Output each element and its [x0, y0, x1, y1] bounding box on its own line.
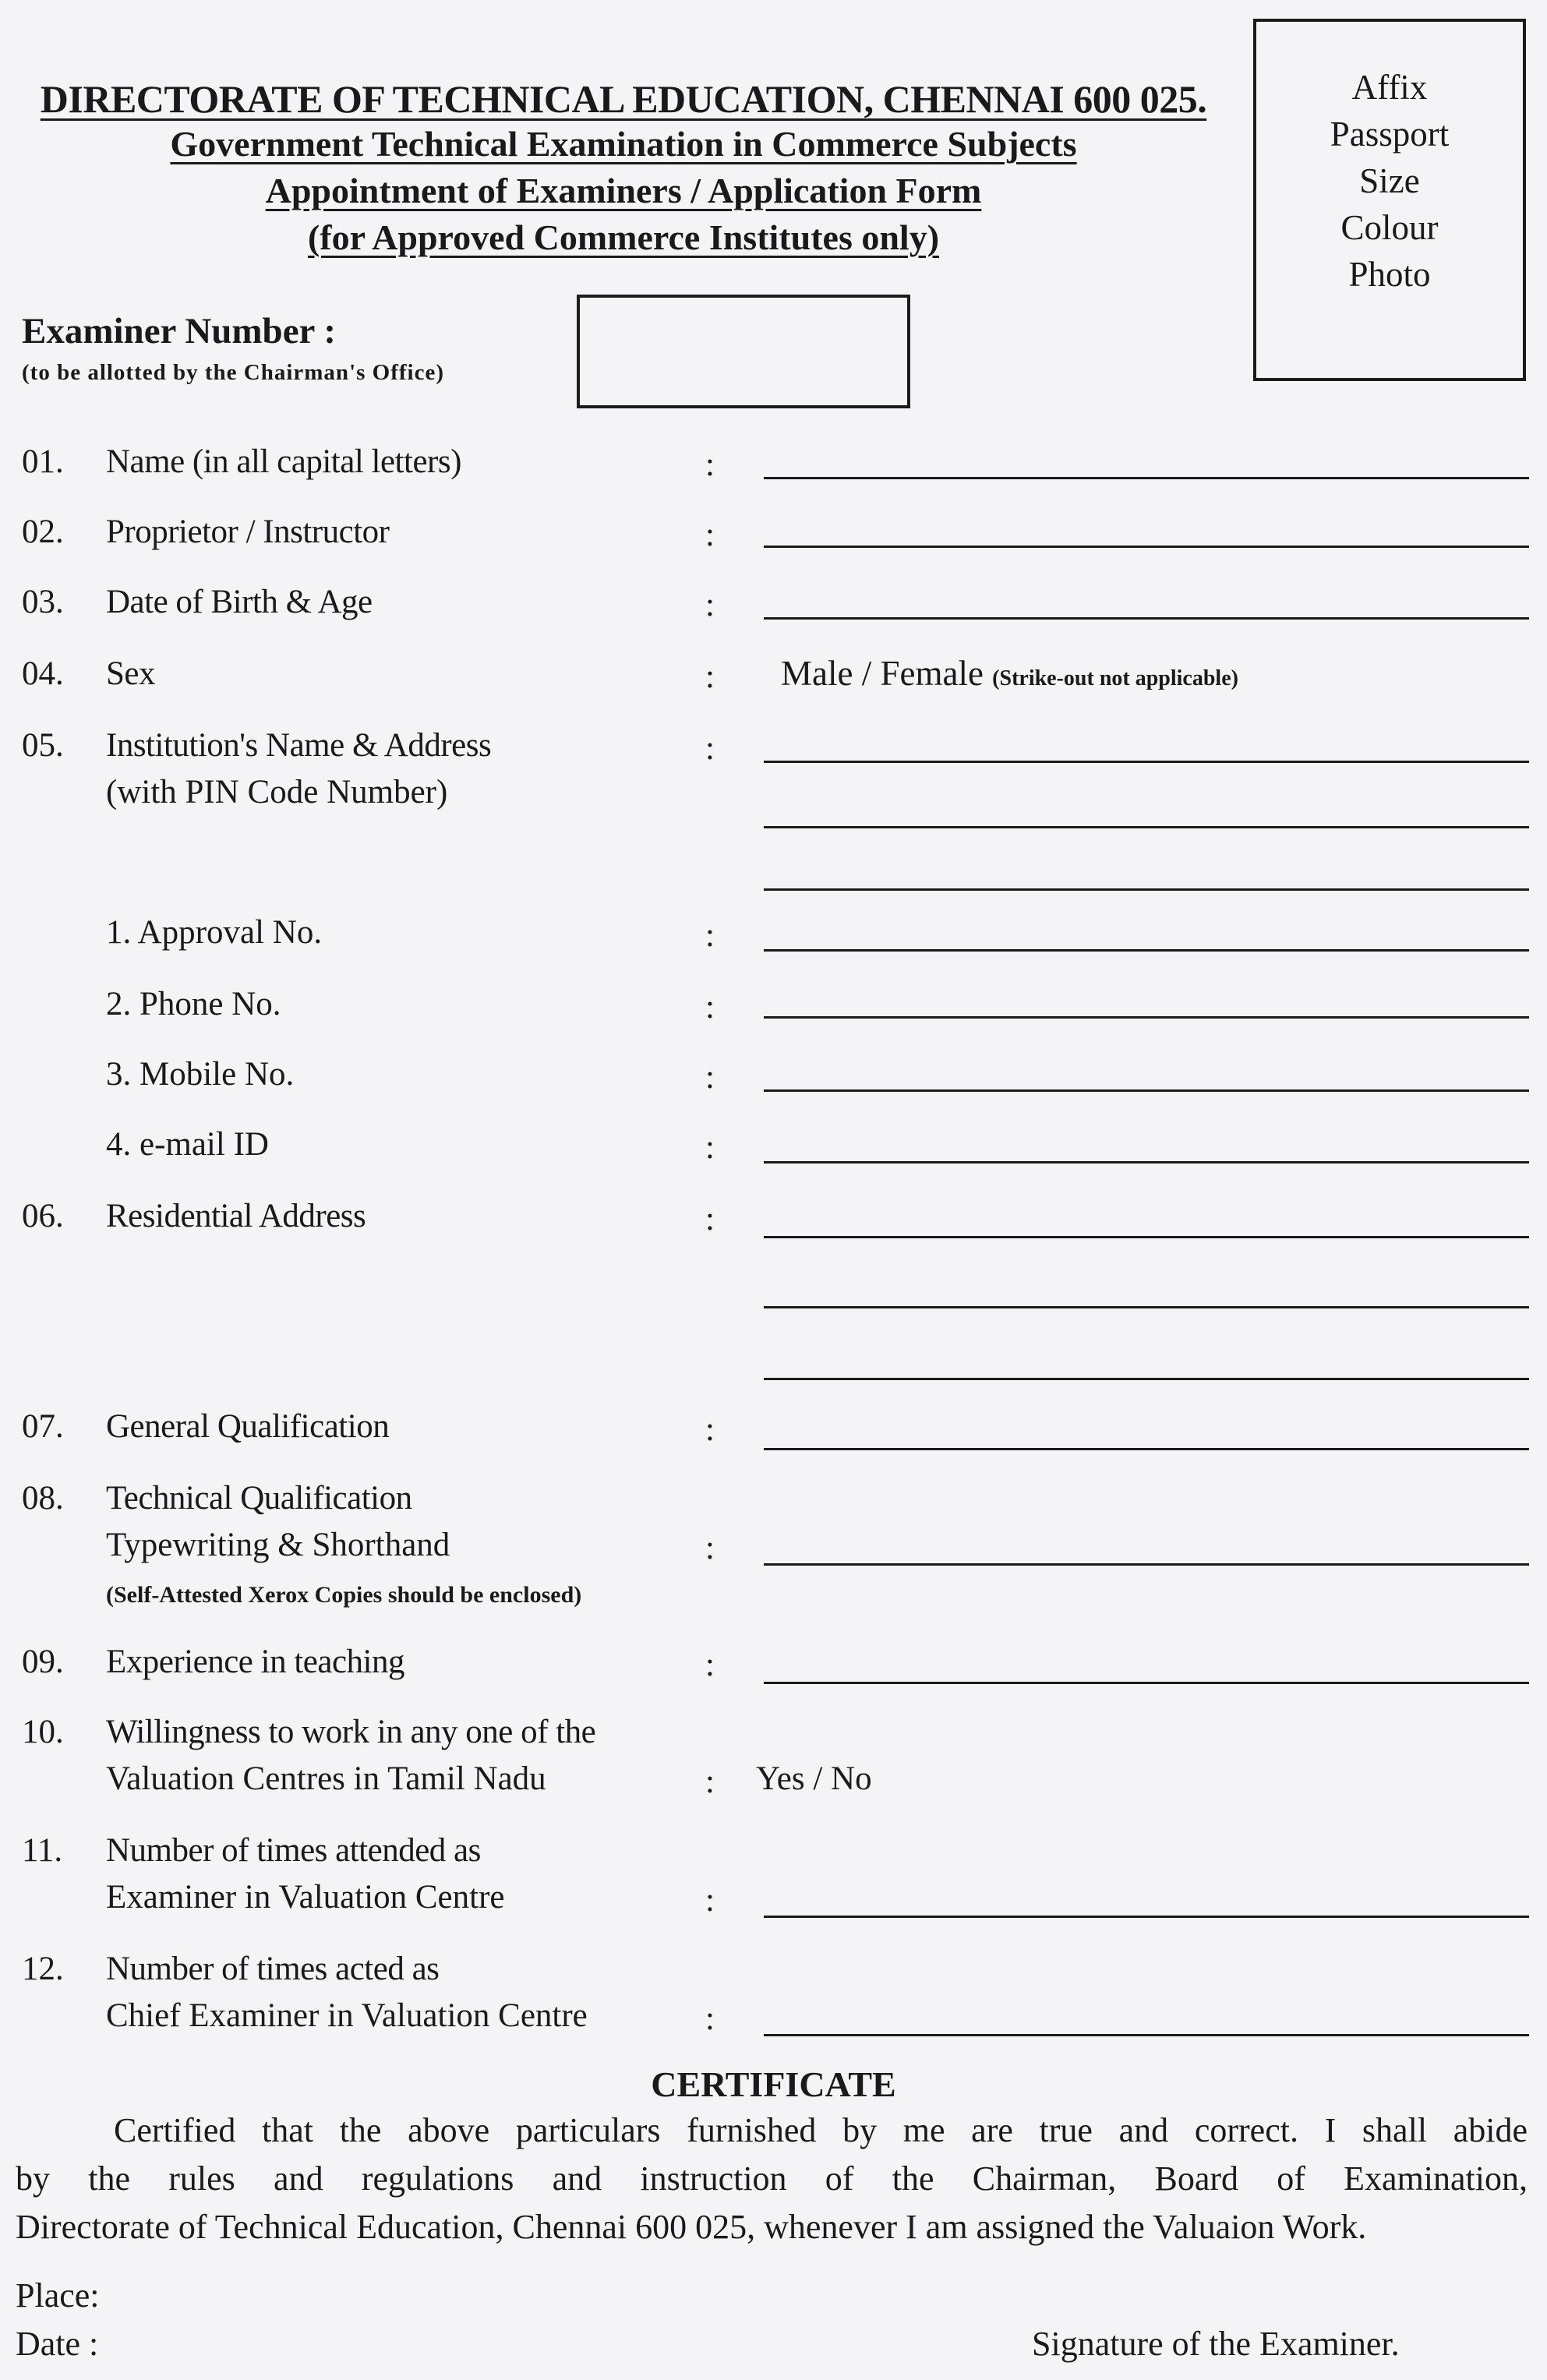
phone-no-colon: : [705, 989, 715, 1026]
mobile-no-input-line[interactable] [764, 1089, 1529, 1092]
technical-qualification-input-line[interactable] [764, 1563, 1529, 1566]
field-10-label: Willingness to work in any one of the [106, 1714, 596, 1750]
place-label: Place: [16, 2276, 100, 2315]
experience-input-line[interactable] [764, 1682, 1529, 1684]
certificate-line-3: Directorate of Technical Education, Chennai 600 025, whenever I am assigned the Valuaion Work. [16, 2208, 1367, 2246]
name-input-line[interactable] [764, 477, 1529, 479]
field-11-colon: : [705, 1882, 715, 1919]
field-10-colon: : [705, 1764, 715, 1800]
field-12-label: Number of times acted as [106, 1951, 440, 1987]
field-08-number: 08. [22, 1480, 64, 1517]
field-12-number: 12. [22, 1951, 64, 1987]
residential-address-line-2[interactable] [764, 1306, 1529, 1308]
field-08-label-2: Typewriting & Shorthand [106, 1527, 450, 1563]
field-11-label-2: Examiner in Valuation Centre [106, 1879, 505, 1916]
photo-instruction: Affix Passport Size Colour Photo [1330, 67, 1450, 294]
field-01-label: Name (in all capital letters) [106, 443, 461, 480]
field-07-number: 07. [22, 1408, 64, 1445]
email-input-line[interactable] [764, 1161, 1529, 1164]
field-05-label: Institution's Name & Address [106, 727, 492, 764]
general-qualification-input-line[interactable] [764, 1448, 1529, 1450]
field-12-label-2: Chief Examiner in Valuation Centre [106, 1997, 588, 2034]
sex-options-note: (Strike-out not applicable) [992, 666, 1238, 690]
email-colon: : [705, 1129, 715, 1166]
field-01-colon: : [705, 447, 715, 483]
field-07-label: General Qualification [106, 1408, 390, 1445]
phone-no-input-line[interactable] [764, 1016, 1529, 1019]
field-02-colon: : [705, 517, 715, 553]
email-label: 4. e-mail ID [106, 1126, 269, 1163]
approval-no-input-line[interactable] [764, 949, 1529, 952]
field-04-number: 04. [22, 655, 64, 692]
residential-address-line-1[interactable] [764, 1236, 1529, 1238]
field-03-label: Date of Birth & Age [106, 584, 373, 620]
field-10-number: 10. [22, 1714, 64, 1750]
examiner-number-box[interactable] [577, 295, 910, 408]
field-05-label-2: (with PIN Code Number) [106, 774, 448, 810]
sex-options-text: Male / Female [781, 654, 984, 693]
passport-photo-box [1253, 19, 1526, 381]
field-05-number: 05. [22, 727, 64, 764]
field-10-label-2: Valuation Centres in Tamil Nadu [106, 1760, 546, 1797]
header-directorate: DIRECTORATE OF TECHNICAL EDUCATION, CHENNAI 600 025. [40, 77, 1207, 121]
approval-no-colon: : [705, 917, 715, 954]
mobile-no-label: 3. Mobile No. [106, 1056, 295, 1093]
field-02-label: Proprietor / Instructor [106, 514, 390, 550]
field-03-colon: : [705, 587, 715, 623]
field-03-number: 03. [22, 584, 64, 620]
field-09-number: 09. [22, 1644, 64, 1680]
field-12-colon: : [705, 2000, 715, 2037]
dob-age-input-line[interactable] [764, 617, 1529, 620]
phone-no-label: 2. Phone No. [106, 986, 281, 1022]
institution-address-line-3[interactable] [764, 888, 1529, 891]
certificate-line-2: by the rules and regulations and instruction of the Chairman, Board of Examination, [16, 2159, 1528, 2198]
field-06-colon: : [705, 1201, 715, 1238]
institution-address-line-2[interactable] [764, 826, 1529, 828]
field-09-label: Experience in teaching [106, 1644, 404, 1680]
certificate-title: CERTIFICATE [651, 2064, 896, 2104]
header-exam-title: Government Technical Examination in Commerce Subjects [170, 124, 1077, 164]
examiner-number-label: Examiner Number : [22, 311, 336, 351]
field-08-note: (Self-Attested Xerox Copies should be enclosed) [106, 1582, 582, 1608]
sex-options[interactable] [781, 653, 1238, 694]
field-05-colon: : [705, 730, 715, 767]
willingness-options[interactable]: Yes / No [756, 1760, 872, 1797]
certificate-line-1: Certified that the above particulars furnished by me are true and correct. I shall abide [114, 2111, 1528, 2149]
field-07-colon: : [705, 1411, 715, 1448]
times-attended-input-line[interactable] [764, 1916, 1529, 1918]
field-06-number: 06. [22, 1198, 64, 1234]
field-11-number: 11. [22, 1832, 63, 1869]
header-form-title: Appointment of Examiners / Application Form [265, 171, 982, 210]
field-06-label: Residential Address [106, 1198, 366, 1234]
approval-no-label: 1. Approval No. [106, 914, 323, 951]
residential-address-line-3[interactable] [764, 1378, 1529, 1380]
field-08-label: Technical Qualification [106, 1480, 412, 1517]
field-04-colon: : [705, 659, 715, 695]
examiner-number-note: (to be allotted by the Chairman's Office) [22, 360, 444, 385]
field-01-number: 01. [22, 443, 64, 480]
field-11-label: Number of times attended as [106, 1832, 481, 1869]
field-09-colon: : [705, 1647, 715, 1683]
signature-label: Signature of the Examiner. [1032, 2325, 1400, 2363]
times-chief-examiner-input-line[interactable] [764, 2034, 1529, 2036]
mobile-no-colon: : [705, 1059, 715, 1096]
proprietor-input-line[interactable] [764, 546, 1529, 548]
field-08-colon: : [705, 1530, 715, 1566]
field-04-label: Sex [106, 655, 155, 692]
institution-address-line-1[interactable] [764, 761, 1529, 763]
field-02-number: 02. [22, 514, 64, 550]
header-scope: (for Approved Commerce Institutes only) [307, 217, 940, 257]
date-label: Date : [16, 2325, 99, 2363]
